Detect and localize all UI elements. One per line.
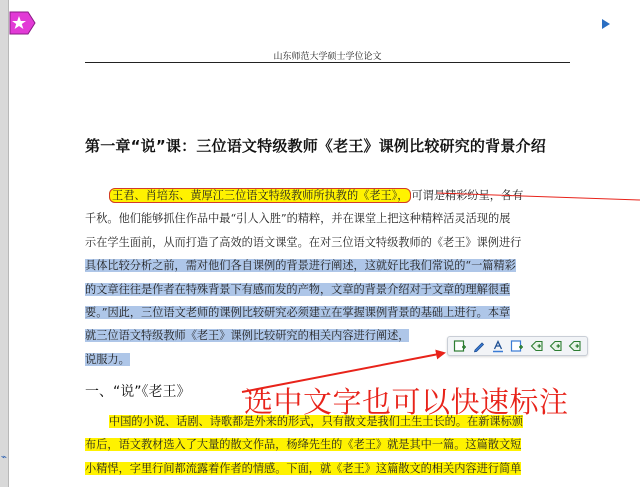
- selected-text[interactable]: 说服力。: [85, 352, 130, 366]
- text-line: [85, 231, 570, 254]
- selected-text[interactable]: 具体比较分析之前，需对他们各自课例的背景进行阐述，这就好比我们常说的“一篇精彩: [85, 259, 516, 273]
- text-line: [85, 433, 570, 456]
- text-line: [85, 278, 570, 301]
- annotation-caption: 选中文字也可以快速标注: [244, 385, 569, 419]
- annotation-toolbar: [447, 336, 588, 356]
- text-line: [85, 301, 570, 324]
- text-segment: 示在学生面前，从而打造了高效的语文课堂。在对三位语文特级教师的《老王》课例进行: [85, 235, 522, 249]
- add-bookmark-icon[interactable]: [509, 338, 525, 354]
- highlighted-text[interactable]: 中国的小说、话剧、诗歌都是外来的形式，只有散文是我们土生土长的。在新课标颁: [109, 415, 523, 428]
- next-page-icon[interactable]: [601, 18, 611, 30]
- text-line: [85, 457, 570, 480]
- edge-marker-icon[interactable]: ⌁: [0, 452, 8, 463]
- tag-add-alt-icon[interactable]: [548, 338, 564, 354]
- tag-add-icon[interactable]: [529, 338, 545, 354]
- text-line: [85, 207, 570, 230]
- selected-text[interactable]: 要。”因此，三位语文老师的课例比较研究必须建立在掌握课例背景的基础上进行。本章: [85, 305, 511, 319]
- pencil-icon[interactable]: [471, 338, 487, 354]
- highlighted-text[interactable]: 小精悍，字里行间都流露着作者的情感。下面，就《老王》这篇散文的相关内容进行简单: [85, 461, 522, 475]
- header-rule: [85, 62, 570, 63]
- left-gutter: [0, 0, 9, 487]
- section-title[interactable]: 一、“说”《老王》: [85, 384, 191, 400]
- text-line: [85, 254, 570, 277]
- highlighted-text[interactable]: 布后，语文教材选入了大量的散文作品，杨绛先生的《老王》就是其中一篇。这篇散文短: [85, 438, 522, 452]
- selected-text[interactable]: 的文章往往是作者在特殊背景下有感而发的产物，文章的背景介绍对于文章的理解很重: [85, 282, 511, 296]
- tag-add-more-icon[interactable]: [567, 338, 583, 354]
- text-segment: 千秋。他们能够抓住作品中最“引人入胜”的精粹，并在课堂上把这种精粹活灵活现的展: [85, 212, 511, 226]
- text-line: [85, 184, 570, 207]
- chapter-title[interactable]: 第一章“说”课：三位语文特级教师《老王》课例比较研究的背景介绍: [85, 137, 546, 155]
- star-badge-icon[interactable]: [8, 10, 36, 36]
- text-underline-icon[interactable]: [490, 338, 506, 354]
- selected-text[interactable]: 就三位语文特级教师《老王》课例比较研究的相关内容进行阐述，: [85, 329, 410, 343]
- running-head: 山东师范大学硕士学位论文: [273, 52, 382, 62]
- add-note-icon[interactable]: [452, 338, 468, 354]
- highlighted-selection[interactable]: 王君、肖培东、黄厚江三位语文特级教师所执教的《老王》，: [109, 188, 411, 203]
- text-segment: 可谓是精彩纷呈，各有: [411, 189, 524, 202]
